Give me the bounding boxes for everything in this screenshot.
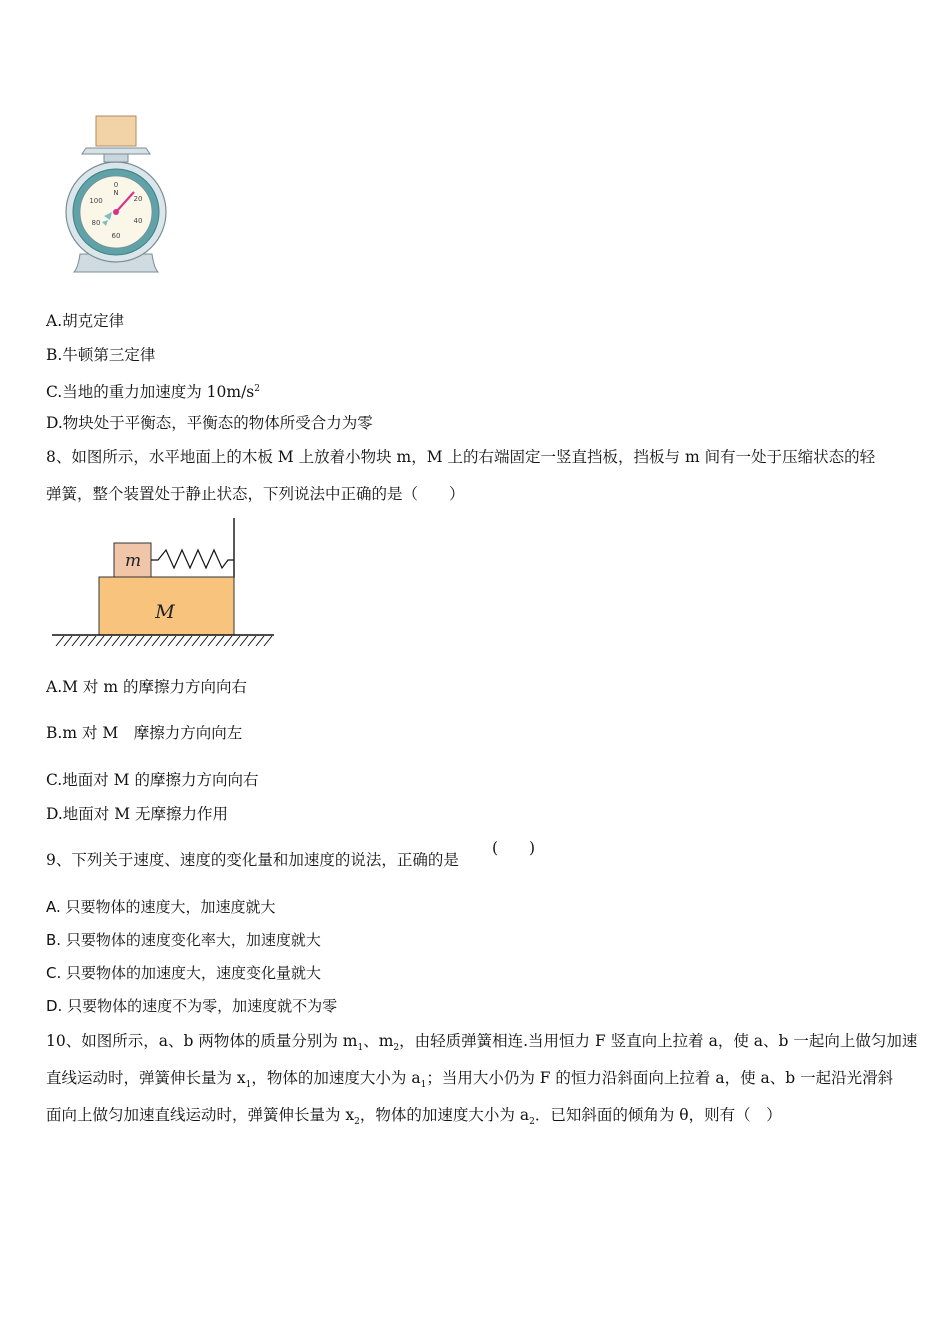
q10-line1-text-a: 10、如图所示，a、b 两物体的质量分别为 m: [46, 1032, 358, 1050]
q10-line3-sub1: 2: [354, 1117, 360, 1128]
block-m-label: m: [124, 551, 142, 571]
q10-line2-text-b: ，物体的加速度大小为 a: [251, 1069, 421, 1087]
q10-line1-text-b: 、m: [363, 1032, 394, 1050]
q8-option-a: A.M 对 m 的摩擦力方向向右: [46, 678, 247, 696]
board-M-label: M: [155, 601, 175, 623]
q10-line3: [46, 1105, 782, 1132]
dial-label-n: N: [113, 189, 119, 197]
q9-paren: ( ): [492, 839, 536, 857]
compressed-spring: [151, 550, 234, 568]
dial-label-right: 20: [133, 195, 143, 203]
q9-option-a: A. 只要物体的速度大，加速度就大: [46, 898, 276, 916]
dial-label-top: 0: [113, 181, 119, 189]
q7-option-c: [46, 379, 260, 402]
dial-label-lower-left: 80: [91, 219, 101, 227]
q7-option-d: D.物块处于平衡态，平衡态的物体所受合力为零: [46, 414, 373, 432]
q7-option-c-text: C.当地的重力加速度为 10m/s: [46, 383, 255, 402]
block-spring-figure: [48, 516, 278, 652]
q9-option-c: C. 只要物体的加速度大，速度变化量就大: [46, 964, 322, 982]
q10-line3-text-b: ，物体的加速度大小为 a: [359, 1106, 530, 1124]
dial-label-left: 100: [89, 197, 103, 205]
dial-hub: [113, 209, 119, 215]
spring-scale-figure: [60, 112, 172, 277]
q10-line3-text-c: ．已知斜面的倾角为 θ，则有（ ）: [534, 1106, 782, 1124]
q10-line2-sub1: 1: [245, 1080, 252, 1091]
q10-line2-sub2: 1: [420, 1080, 427, 1091]
q8-stem-line2: 弹簧，整个装置处于静止状态，下列说法中正确的是（ ）: [46, 485, 465, 503]
q8-option-b: B.m 对 M 摩擦力方向向左: [46, 724, 243, 742]
q8-stem-line1: 8、如图所示，水平地面上的木板 M 上放着小物块 m，M 上的右端固定一竖直挡板，挡板与 m 间有一处于压缩状态的轻: [46, 448, 876, 466]
ground-hatching: [56, 636, 272, 646]
scale-neck: [104, 154, 128, 162]
scale-block: [96, 116, 136, 146]
q10-line1-text-c: ，由轻质弹簧相连.当用恒力 F 竖直向上拉着 a，使 a、b 一起向上做匀加速: [399, 1032, 918, 1050]
q10-line2-text-a: 直线运动时，弹簧伸长量为 x: [46, 1069, 246, 1087]
dial-label-lower-right: 40: [133, 217, 143, 225]
q7-option-c-exponent: 2: [254, 384, 260, 394]
q7-option-a: A.胡克定律: [46, 312, 125, 330]
q9-option-b: B. 只要物体的速度变化率大，加速度就大: [46, 931, 321, 949]
q10-line3-sub2: 2: [529, 1117, 535, 1128]
q8-option-c: C.地面对 M 的摩擦力方向向右: [46, 771, 259, 789]
scale-pan: [82, 148, 150, 154]
q10-line2-text-c: ；当用大小仍为 F 的恒力沿斜面向上拉着 a，使 a、b 一起沿光滑斜: [426, 1069, 894, 1087]
dial-label-bottom: 60: [111, 232, 121, 240]
q9-option-d: D. 只要物体的速度不为零，加速度就不为零: [46, 997, 338, 1015]
q10-line1-sub2: 2: [393, 1043, 400, 1054]
q8-option-d: D.地面对 M 无摩擦力作用: [46, 805, 229, 823]
q10-line1-sub1: 1: [357, 1043, 364, 1054]
q10-line1: [46, 1031, 917, 1058]
q7-option-b: B.牛顿第三定律: [46, 346, 156, 364]
q10-line3-text-a: 面向上做匀加速直线运动时，弹簧伸长量为 x: [46, 1106, 355, 1124]
q10-line2: [46, 1068, 893, 1095]
q9-stem: 9、下列关于速度、速度的变化量和加速度的说法，正确的是: [46, 851, 459, 869]
